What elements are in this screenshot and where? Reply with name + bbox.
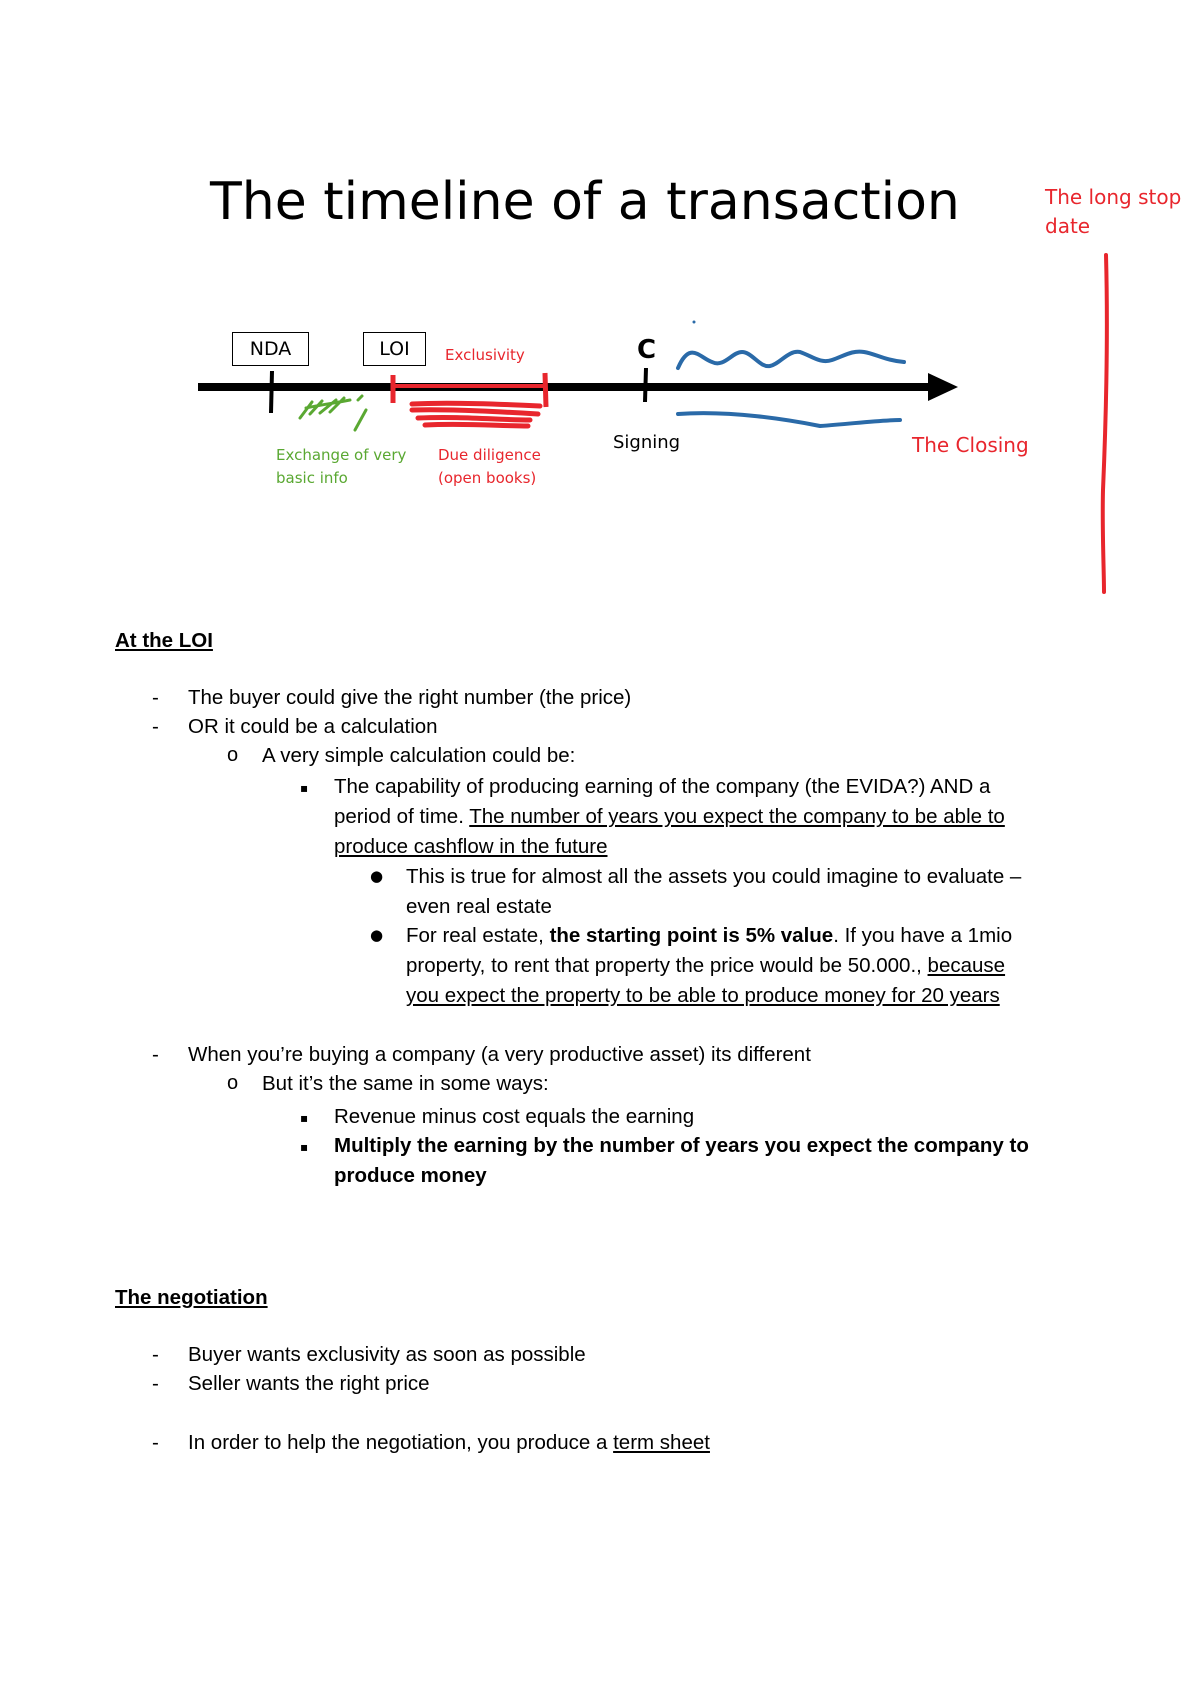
negotiation-plain: In order to help the negotiation, you produce a: [188, 1431, 614, 1454]
due-diligence-label: [438, 444, 541, 490]
square1-line2: [334, 802, 1104, 832]
list-text: [406, 921, 1106, 1011]
circle-marker: o: [227, 1072, 239, 1094]
dash-marker: -: [152, 715, 159, 738]
dot2-plain: For real estate,: [406, 924, 550, 947]
dash-marker: -: [152, 1372, 159, 1395]
wavy-line-lower: [678, 413, 900, 426]
exchange-info-line2: basic info: [276, 469, 348, 487]
dot2-bold: the starting point is 5% value: [549, 924, 834, 947]
signing-label: Signing: [613, 432, 681, 453]
list-text: Revenue minus cost equals the earning: [334, 1105, 695, 1128]
timeline-arrowhead: [928, 373, 958, 401]
list-text: When you’re buying a company (a very productive asset) its different: [188, 1043, 811, 1066]
exchange-info-line1: Exchange of very: [276, 446, 407, 464]
list-text: OR it could be a calculation: [188, 715, 438, 738]
long-stop-date-label: [1045, 183, 1181, 241]
dot2-line2: [406, 951, 1106, 981]
long-stop-line: [1103, 255, 1107, 592]
dot2-underlined: because: [927, 954, 1006, 977]
signing-mark: C: [637, 335, 657, 365]
due-diligence-line2: (open books): [438, 469, 537, 487]
dash-marker: -: [152, 1431, 159, 1454]
dot2-line1: [406, 921, 1106, 951]
list-text: [406, 862, 1106, 922]
dash-marker: -: [152, 686, 159, 709]
dot2-plain3: property, to rent that property the price would be 50.000.,: [406, 954, 928, 977]
nda-box: NDA: [232, 332, 309, 366]
due-diligence-scribble: [412, 403, 540, 426]
signing-tick: [645, 368, 646, 402]
list-text: Seller wants the right price: [188, 1372, 430, 1395]
list-text: The buyer could give the right number (the price): [188, 686, 632, 709]
list-text: Buyer wants exclusivity as soon as possible: [188, 1343, 586, 1366]
nda-tick: [271, 371, 272, 413]
dash-marker: -: [152, 1043, 159, 1066]
due-diligence-line1: Due diligence: [438, 446, 541, 464]
dot2-plain2: . If you have a 1mio: [833, 924, 1013, 947]
square1-underlined: The number of years you expect the company to be able to: [469, 805, 1005, 828]
list-text: But it’s the same in some ways:: [262, 1072, 549, 1095]
term-sheet-link-text: term sheet: [613, 1431, 710, 1454]
negotiation-heading: The negotiation: [115, 1286, 268, 1309]
square-marker: ▪: [300, 1111, 309, 1125]
dot1-line2: even real estate: [406, 895, 552, 918]
square1-line1: The capability of producing earning of the company (the EVIDA?) AND a: [334, 775, 991, 798]
square3-line1: Multiply the earning by the number of years you expect the company to: [334, 1134, 1029, 1157]
dot-marker: ●: [370, 867, 384, 885]
long-stop-line1: The long stop: [1045, 185, 1182, 209]
dot-marker: ●: [370, 926, 384, 944]
exchange-info-label: [276, 444, 406, 490]
figure-title: The timeline of a transaction: [210, 172, 960, 232]
timeline-drawing: [0, 0, 1200, 600]
list-text: A very simple calculation could be:: [262, 744, 576, 767]
square-marker: ▪: [300, 781, 309, 795]
wavy-line-upper: [678, 352, 904, 368]
list-text: [334, 1131, 1104, 1191]
square1-plain: period of time.: [334, 805, 470, 828]
closing-label: The Closing: [912, 433, 1029, 457]
exclusivity-label: Exclusivity: [445, 346, 525, 364]
circle-marker: o: [227, 744, 239, 766]
list-text: [334, 772, 1104, 862]
exchange-scribble: [300, 396, 366, 430]
dash-marker: -: [152, 1343, 159, 1366]
loi-heading: At the LOI: [115, 629, 213, 652]
exclusivity-end-tick: [545, 373, 546, 407]
square-marker: ▪: [300, 1140, 309, 1154]
dot2-line3: you expect the property to be able to produce money for 20 years: [406, 984, 1000, 1007]
loi-box: LOI: [363, 332, 426, 366]
timeline-figure: [0, 0, 1200, 600]
blue-dot: [693, 321, 696, 324]
square3-line2: produce money: [334, 1164, 487, 1187]
list-text: [188, 1431, 710, 1455]
long-stop-line2: date: [1045, 214, 1091, 238]
dot1-line1: This is true for almost all the assets you could imagine to evaluate –: [406, 865, 1022, 888]
square1-line3: produce cashflow in the future: [334, 835, 608, 858]
